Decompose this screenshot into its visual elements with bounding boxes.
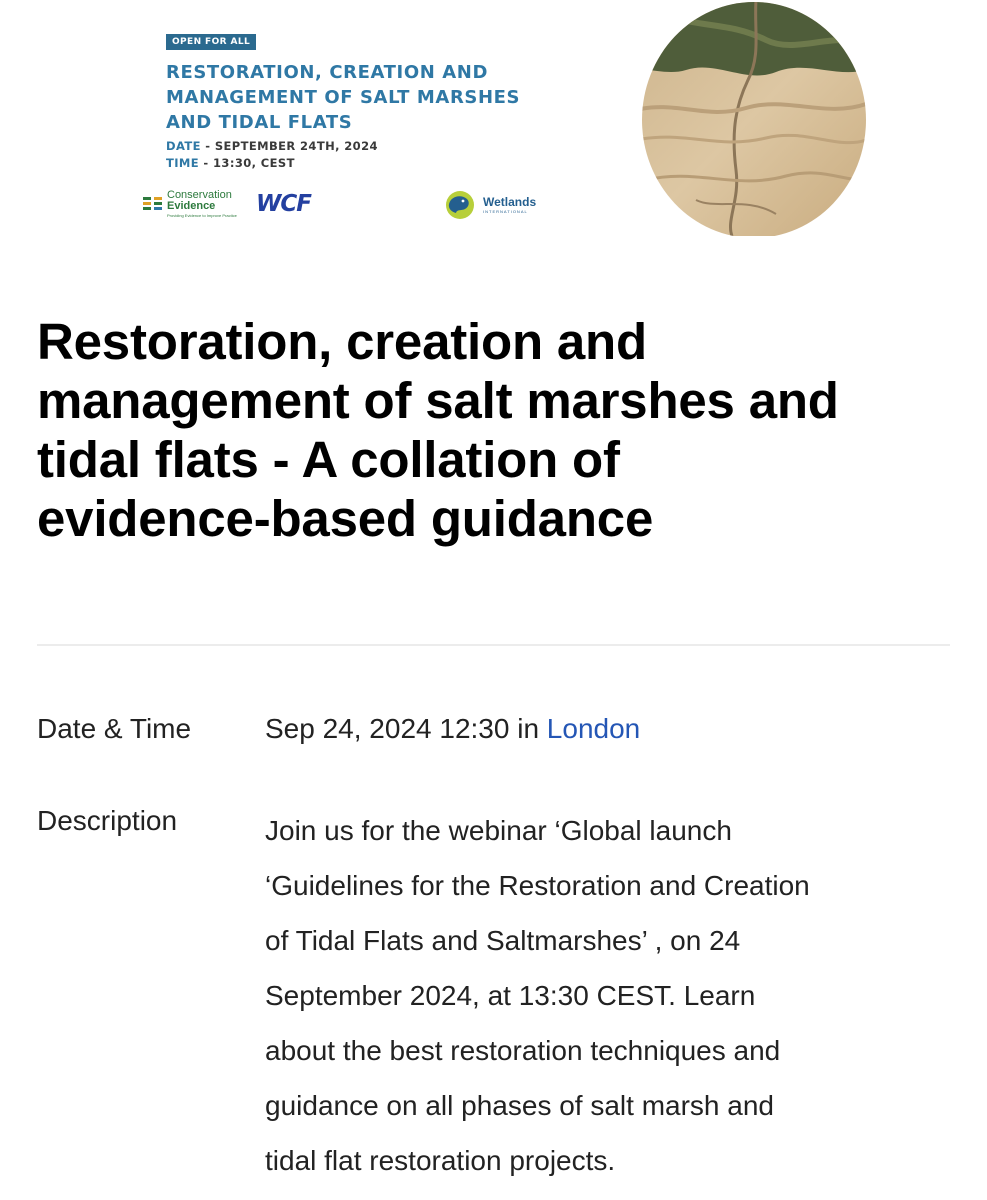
banner-title bbox=[166, 60, 546, 135]
description-line: ‘Guidelines for the Restoration and Creation bbox=[265, 870, 810, 901]
event-title-line: evidence-based guidance bbox=[37, 490, 654, 547]
event-title-line: management of salt marshes and bbox=[37, 372, 839, 429]
date-time-value: Sep 24, 2024 12:30 in London bbox=[265, 713, 641, 744]
description-line: September 2024, at 13:30 CEST. Learn bbox=[265, 980, 756, 1011]
description-line: about the best restoration techniques and bbox=[265, 1035, 781, 1066]
date-time-label: Date & Time bbox=[37, 713, 192, 744]
location-link[interactable]: London bbox=[546, 713, 641, 744]
description-line: Join us for the webinar ‘Global launch bbox=[265, 815, 732, 846]
event-banner-image bbox=[0, 0, 987, 260]
tidal-flat-aerial-photo bbox=[636, 0, 866, 236]
description-label: Description bbox=[37, 805, 178, 836]
description-line: tidal flat restoration projects. bbox=[265, 1145, 616, 1176]
wcf-logo: WCF bbox=[256, 191, 311, 217]
event-title-line: Restoration, creation and bbox=[37, 313, 647, 370]
banner-title-line: AND TIDAL FLATS bbox=[166, 112, 353, 133]
wetlands-international-logo: Wetlands INTERNATIONAL bbox=[445, 190, 555, 222]
banner-title-line: RESTORATION, CREATION AND bbox=[166, 62, 488, 83]
event-title bbox=[37, 312, 957, 548]
books-icon bbox=[142, 195, 164, 211]
event-title-line: tidal flats - A collation of bbox=[37, 431, 620, 488]
conservation-evidence-logo: Conservation Evidence Providing Evidence to Improve Practice bbox=[142, 189, 252, 221]
banner-title-line: MANAGEMENT OF SALT MARSHES bbox=[166, 87, 521, 108]
banner-time: TIME - 13:30, CEST bbox=[166, 156, 295, 170]
open-for-all-badge: OPEN FOR ALL bbox=[166, 34, 256, 50]
description-text bbox=[265, 803, 955, 1188]
banner-date-time bbox=[166, 138, 378, 172]
description-line: of Tidal Flats and Saltmarshes’ , on 24 bbox=[265, 925, 741, 956]
section-divider bbox=[37, 644, 950, 646]
banner-date: DATE - SEPTEMBER 24TH, 2024 bbox=[166, 139, 378, 153]
description-line: guidance on all phases of salt marsh and bbox=[265, 1090, 774, 1121]
wetlands-bird-icon bbox=[445, 190, 475, 220]
